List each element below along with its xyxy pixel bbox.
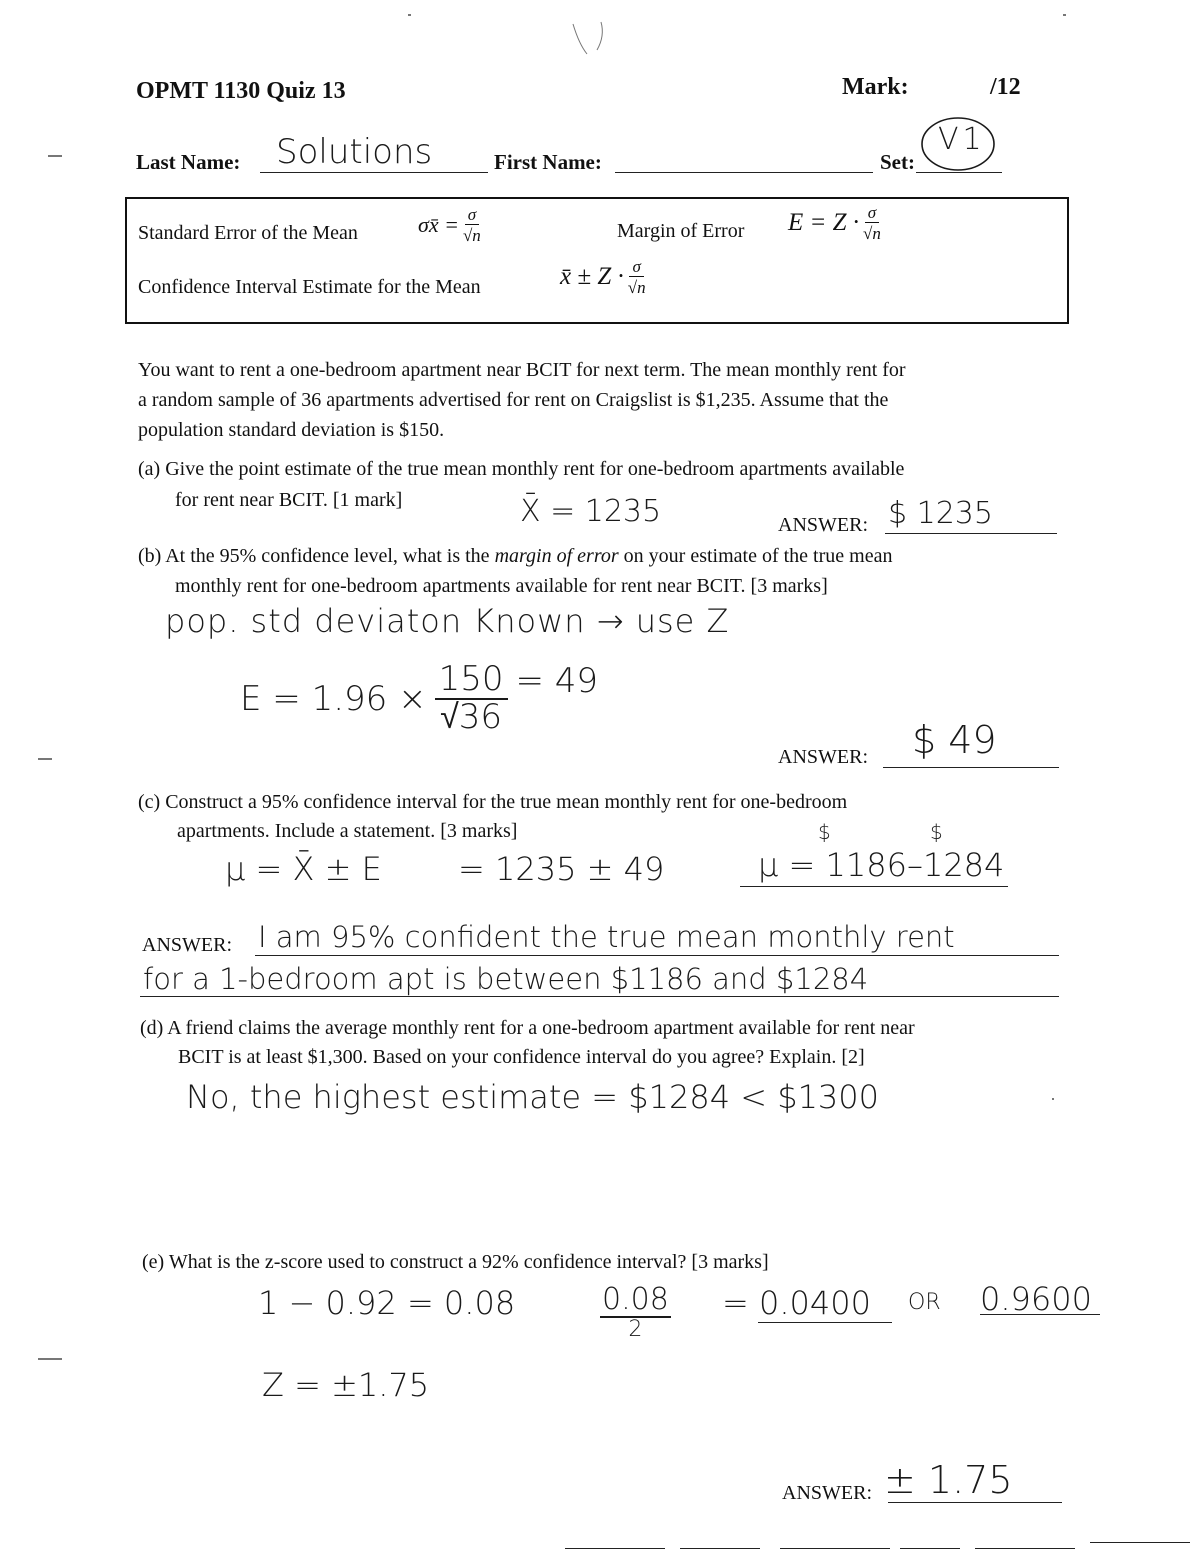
scan-speck <box>48 155 62 157</box>
question-d-work: No, the highest estimate = $1284 < $1300 <box>186 1078 879 1116</box>
question-b-text-1: (b) At the 95% confidence level, what is the <box>138 545 490 567</box>
question-a-line-1: (a) Give the point estimate of the true mean monthly rent for one-bedroom apartments available <box>138 458 905 480</box>
answer-e-line <box>888 1502 1062 1503</box>
question-a-line-2: for rent near BCIT. [1 mark] <box>175 489 403 511</box>
interval-underline <box>740 886 1008 887</box>
question-e-work-5: 0.9600 <box>980 1280 1092 1318</box>
scan-speck <box>1063 14 1066 16</box>
question-d-line-2: BCIT is at least $1,300. Based on your confidence interval do you agree? Explain. [2] <box>178 1046 865 1068</box>
frac-denominator: √n <box>627 278 646 297</box>
work-2-den: √36 <box>440 696 503 737</box>
ci-lhs: x̄ ± Z · <box>560 263 624 290</box>
first-name-label: First Name: <box>494 150 602 174</box>
answer-e-label: ANSWER: <box>782 1482 872 1504</box>
answer-a-value: $ 1235 <box>888 496 993 531</box>
bottom-edge-dash <box>975 1548 1075 1549</box>
work-5-underline <box>980 1314 1100 1315</box>
work-fraction-den: 2 <box>628 1316 643 1342</box>
last-name-value: Solutions <box>276 132 433 172</box>
answer-e-value: ± 1.75 <box>884 1458 1013 1502</box>
bottom-edge-dash <box>680 1548 760 1549</box>
question-e-work-6: Z = ±1.75 <box>262 1366 430 1404</box>
moe-fraction <box>863 204 881 242</box>
question-a-work: X̄ = 1235 <box>520 494 662 529</box>
ci-formula <box>560 258 650 296</box>
frac-denominator: √n <box>462 226 481 245</box>
question-b-work-1: pop. std deviaton Known → use Z <box>165 602 730 640</box>
bottom-edge-dash <box>900 1548 960 1549</box>
moe-formula <box>788 204 885 242</box>
question-e-fraction <box>600 1284 671 1341</box>
mark-total: /12 <box>990 74 1021 100</box>
question-b-term: margin of error <box>494 545 619 567</box>
bottom-edge-dash <box>780 1548 890 1549</box>
ci-fraction <box>628 258 646 296</box>
intro-line-2: a random sample of 36 apartments advertised for rent on Craigslist is $1,235. Assume that the <box>138 389 889 411</box>
answer-c-line-2 <box>140 996 1059 997</box>
work-2-num: 150 <box>435 662 508 700</box>
frac-numerator: σ <box>629 258 643 277</box>
question-d-line-1: (d) A friend claims the average monthly rent for a one-bedroom apartment available for rent near <box>140 1017 915 1039</box>
bottom-edge-dash <box>565 1548 665 1549</box>
ci-label: Confidence Interval Estimate for the Mean <box>138 276 481 298</box>
question-e-work-1: 1 − 0.92 = 0.08 <box>258 1284 516 1322</box>
question-c-work-1: μ = X̄ ± E <box>225 850 382 888</box>
last-name-label: Last Name: <box>136 150 241 174</box>
question-c-dollar-1: $ <box>818 820 831 844</box>
se-label: Standard Error of the Mean <box>138 222 358 244</box>
work-3-underline <box>758 1322 892 1323</box>
set-value: V1 <box>938 122 986 157</box>
top-scribble <box>565 10 615 60</box>
answer-a-label: ANSWER: <box>778 514 868 536</box>
question-b-line-2: monthly rent for one-bedroom apartments available for rent near BCIT. [3 marks] <box>175 575 828 597</box>
bottom-edge-dash <box>1090 1542 1190 1543</box>
answer-c-line-1 <box>255 955 1059 956</box>
question-e-line-1: (e) What is the z-score used to construct a 92% confidence interval? [3 marks] <box>142 1251 769 1273</box>
intro-line-3: population standard deviation is $150. <box>138 419 445 441</box>
scan-speck <box>1052 1098 1054 1100</box>
frac-numerator: σ <box>865 204 879 223</box>
answer-b-value: $ 49 <box>912 718 997 762</box>
question-e-work-3: = 0.0400 <box>722 1284 871 1322</box>
question-b-line-1 <box>138 542 892 571</box>
moe-lhs: E = Z · <box>788 209 860 236</box>
question-c-interval: μ = 1186–1284 <box>758 846 1005 884</box>
set-label: Set: <box>880 150 915 174</box>
question-e-or: OR <box>908 1290 941 1315</box>
se-fraction <box>463 206 481 244</box>
answer-a-line <box>885 533 1057 534</box>
intro-line-1: You want to rent a one-bedroom apartment near BCIT for next term. The mean monthly rent for <box>138 359 906 381</box>
answer-c-statement-2: for a 1-bedroom apt is between $1186 and $1284 <box>143 962 869 996</box>
answer-b-label: ANSWER: <box>778 746 868 768</box>
question-c-dollar-2: $ <box>930 820 943 844</box>
se-lhs: σx̄ = <box>418 212 459 237</box>
moe-label: Margin of Error <box>617 220 745 242</box>
quiz-title: OPMT 1130 Quiz 13 <box>136 78 346 104</box>
question-b-work-2 <box>240 659 599 737</box>
answer-c-statement-1: I am 95% confident the true mean monthly rent <box>258 920 955 954</box>
frac-denominator: √n <box>863 224 881 243</box>
question-c-line-2: apartments. Include a statement. [3 marks] <box>177 820 518 842</box>
scan-speck <box>38 758 52 760</box>
se-formula <box>418 206 485 244</box>
mark-label: Mark: <box>842 74 909 100</box>
scan-speck <box>408 14 411 16</box>
question-c-line-1: (c) Construct a 95% confidence interval for the true mean monthly rent for one-bedroom <box>138 791 848 813</box>
work-2-rhs: = 49 <box>515 660 599 701</box>
work-fraction-num: 0.08 <box>602 1282 669 1317</box>
question-c-work-2: = 1235 ± 49 <box>458 850 665 888</box>
work-2-lhs: E = 1.96 × <box>240 678 427 719</box>
question-b-text-2: on your estimate of the true mean <box>623 545 893 567</box>
frac-numerator: σ <box>465 206 479 225</box>
first-name-line <box>615 172 873 173</box>
answer-c-label: ANSWER: <box>142 934 232 956</box>
last-name-line <box>260 172 488 173</box>
answer-b-line <box>883 767 1059 768</box>
scan-speck <box>38 1358 62 1360</box>
work-2-fraction <box>435 659 508 737</box>
